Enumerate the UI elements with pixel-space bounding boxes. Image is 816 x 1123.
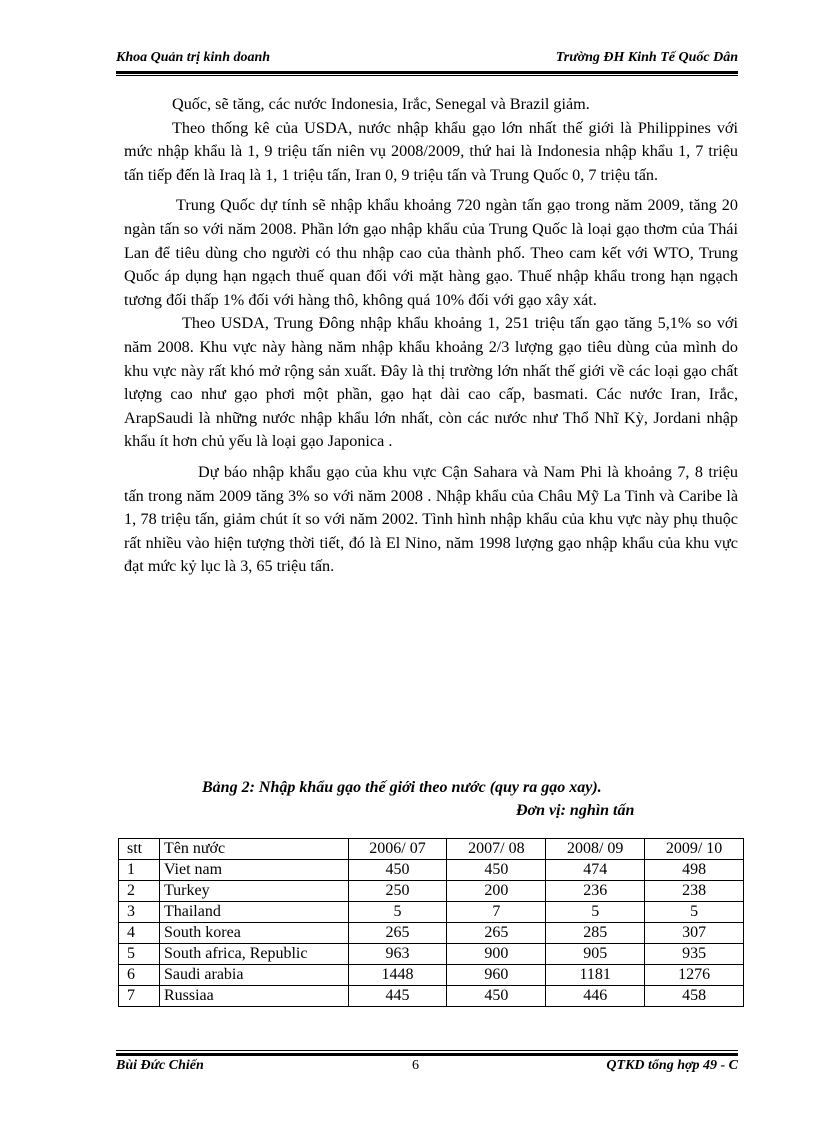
- table-cell: 900: [447, 944, 546, 965]
- header-rule-thin: [116, 75, 738, 76]
- table-cell: South korea: [159, 923, 348, 944]
- paragraph: Theo USDA, Trung Đông nhập khẩu khoảng 1, 251 triệu tấn gạo tăng 5,1% so với năm 2008. Khu vực này hàng năm nhập khẩu khoảng 2/3 lượng gạo tiêu dùng của mình do khu vực này rất khó mở rộng sản xuất. Đây là thị trường lớn nhất thế giới về các loại gạo chất lượng cao như gạo phơi một phần, gạo hạt dài cao cấp, basmati. Các nước Iran, Irắc, ArapSaudi là những nước nhập khẩu lớn nhất, còn các nước như Thổ Nhĩ Kỳ, Jordani nhập khẩu ít hơn chủ yếu là loại gạo Japonica .: [124, 314, 738, 451]
- table-row: [119, 944, 744, 965]
- table-cell: 905: [546, 944, 645, 965]
- table-cell: 3: [119, 902, 160, 923]
- table-cell: 450: [447, 986, 546, 1007]
- table-cell: 285: [546, 923, 645, 944]
- footer-rule-thin: [116, 1050, 738, 1051]
- table-cell: 445: [348, 986, 447, 1007]
- paragraph: Trung Quốc dự tính sẽ nhập khẩu khoảng 720 ngàn tấn gạo trong năm 2009, tăng 20 ngàn tấn so với năm 2008. Phần lớn gạo nhập khẩu của Trung Quốc là loại gạo thơm của Thái Lan để tiêu dùng cho người có thu nhập cao của thành phố. Theo cam kết với WTO, Trung Quốc áp dụng hạn ngạch thuế quan đối với mặt hàng gạo. Thuế nhập khẩu trong hạn ngạch tương đối thấp 1% đối với hàng thô, không quá 10% đối với gạo xây xát.: [124, 196, 738, 309]
- table-cell: Turkey: [159, 881, 348, 902]
- table-cell: 1181: [546, 965, 645, 986]
- table-cell: 5: [348, 902, 447, 923]
- footer-class: QTKD tổng hợp 49 - C: [606, 1058, 738, 1073]
- table-cell: 1276: [645, 965, 744, 986]
- page-footer: [116, 1058, 738, 1080]
- table-cell: 5: [546, 902, 645, 923]
- table-cell: 1: [119, 860, 160, 881]
- table-cell: 1448: [348, 965, 447, 986]
- table-row: [119, 965, 744, 986]
- table-cell: Viet nam: [159, 860, 348, 881]
- table-cell: Thailand: [159, 902, 348, 923]
- table-cell: 960: [447, 965, 546, 986]
- header-cell: 2008/ 09: [546, 839, 645, 860]
- page-header: [116, 50, 738, 70]
- table-cell: 238: [645, 881, 744, 902]
- table-cell: 963: [348, 944, 447, 965]
- table-row: [119, 860, 744, 881]
- footer-rule: [116, 1053, 738, 1056]
- table-cell: 236: [546, 881, 645, 902]
- table-cell: 5: [645, 902, 744, 923]
- table-cell: Saudi arabia: [159, 965, 348, 986]
- header-cell: Tên nước: [159, 839, 348, 860]
- header-rule: [116, 71, 738, 74]
- import-table: [118, 838, 744, 1007]
- table-row: [119, 923, 744, 944]
- header-cell: 2009/ 10: [645, 839, 744, 860]
- header-university: Trường ĐH Kinh Tế Quốc Dân: [555, 50, 738, 65]
- table-cell: 265: [447, 923, 546, 944]
- table-cell: 4: [119, 923, 160, 944]
- header-cell: stt: [119, 839, 160, 860]
- page-number: 6: [412, 1058, 419, 1073]
- table-cell: 200: [447, 881, 546, 902]
- footer-author: Bùi Đức Chiến: [116, 1058, 204, 1073]
- table-unit: Đơn vị: nghìn tấn: [516, 802, 635, 819]
- paragraph: Quốc, sẽ tăng, các nước Indonesia, Irắc, Senegal và Brazil giảm.: [172, 95, 590, 113]
- table-row: [119, 902, 744, 923]
- table-cell: 7: [447, 902, 546, 923]
- table-cell: 6: [119, 965, 160, 986]
- table-cell: 498: [645, 860, 744, 881]
- table-row: [119, 881, 744, 902]
- table-cell: 450: [348, 860, 447, 881]
- table-row: [119, 986, 744, 1007]
- table-cell: 446: [546, 986, 645, 1007]
- table-cell: South africa, Republic: [159, 944, 348, 965]
- table-cell: 5: [119, 944, 160, 965]
- table-title: Bảng 2: Nhập khẩu gạo thế giới theo nước (quy ra gạo xay).: [202, 779, 602, 796]
- header-faculty: Khoa Quản trị kinh doanh: [116, 50, 271, 65]
- table-cell: 458: [645, 986, 744, 1007]
- paragraph: Dự báo nhập khẩu gạo của khu vực Cận Sahara và Nam Phi là khoảng 7, 8 triệu tấn trong năm 2009 tăng 3% so với năm 2008 . Nhập khẩu của Châu Mỹ La Tinh và Caribe là 1, 78 triệu tấn, giảm chút ít so với năm 2002. Tình hình nhập khẩu của khu vực này phụ thuộc rất nhiều vào hiện tượng thời tiết, đó là El Nino, năm 1998 lượng gạo nhập khẩu của khu vực đạt mức kỷ lục là 3, 65 triệu tấn.: [124, 462, 738, 576]
- header-cell: 2006/ 07: [348, 839, 447, 860]
- table-cell: 7: [119, 986, 160, 1007]
- paragraph: Theo thống kê của USDA, nước nhập khẩu gạo lớn nhất thế giới là Philippines với mức nhập khẩu là 1, 9 triệu tấn niên vụ 2008/2009, thứ hai là Indonesia nhập khẩu 1, 7 triệu tấn tiếp đến là Iraq là 1, 1 triệu tấn, Iran 0, 9 triệu tấn và Trung Quốc 0, 7 triệu tấn.: [124, 118, 738, 184]
- table-cell: 250: [348, 881, 447, 902]
- table-cell: 935: [645, 944, 744, 965]
- table-cell: 450: [447, 860, 546, 881]
- table-header-row: [119, 839, 744, 860]
- table-cell: 307: [645, 923, 744, 944]
- header-cell: 2007/ 08: [447, 839, 546, 860]
- table-cell: Russiaa: [159, 986, 348, 1007]
- table-cell: 474: [546, 860, 645, 881]
- body-text: [124, 93, 738, 579]
- table-cell: 2: [119, 881, 160, 902]
- table-cell: 265: [348, 923, 447, 944]
